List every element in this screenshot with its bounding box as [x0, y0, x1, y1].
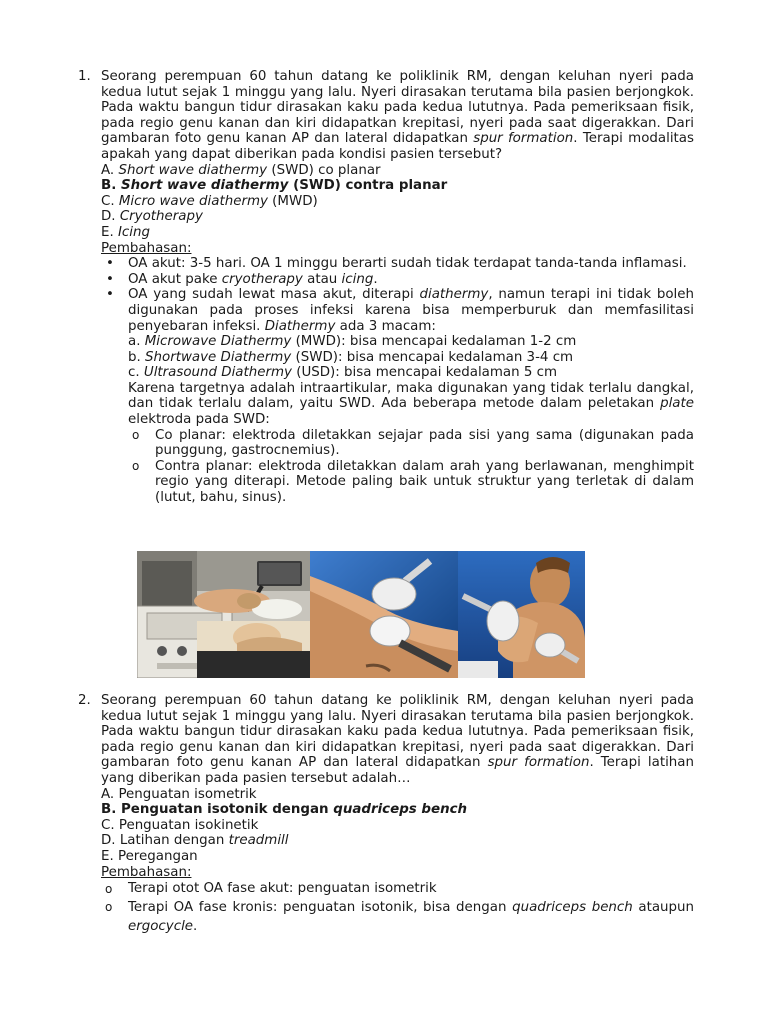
option-e [101, 225, 694, 241]
question-body [101, 693, 694, 936]
text-segment: c. [128, 365, 144, 381]
swd-explanation [128, 381, 694, 428]
knee-electrode-photo [310, 551, 458, 678]
text-segment: E. Peregangan [101, 848, 198, 864]
explanation-text [128, 272, 378, 287]
text-segment: Co planar: elektroda diletakkan sejajar pada sisi yang sama (digunakan pada punggung, gastrocnemius). [155, 427, 694, 459]
text-segment: elektroda pada SWD: [128, 412, 270, 428]
method-text [155, 428, 694, 459]
text-segment: (MWD): bisa mencapai kedalaman 1-2 cm [291, 334, 577, 350]
explanation-list [101, 880, 694, 936]
text-segment: atau [302, 271, 342, 287]
shoulder-treatment-illustration [458, 551, 585, 678]
explanation-item [101, 287, 694, 505]
option-b-correct [101, 802, 694, 818]
pembahasan-heading: Pembahasan: [101, 864, 192, 880]
text-segment: b. [128, 349, 146, 365]
explanation-list [101, 256, 694, 506]
option-c [101, 818, 694, 834]
explanation-text [128, 881, 437, 896]
question-body [101, 69, 694, 506]
text-segment: (SWD): bisa mencapai kedalaman 3-4 cm [291, 349, 574, 365]
diathermy-intro [128, 287, 694, 334]
text-segment: B. [101, 178, 121, 194]
text-segment: Karena targetnya adalah intraartikular, maka digunakan yang tidak terlalu dangkal, dan tidak terlalu dalam, yaitu SWD. Ada beberapa metode dalam peletakan [128, 380, 694, 412]
option-d [101, 833, 694, 849]
italic-term: Ultrasound Diathermy [143, 365, 292, 381]
circle-bullet-icon: o [105, 900, 113, 915]
text-segment: (SWD) co planar [267, 162, 381, 178]
shoulder-treatment-photo [458, 551, 585, 678]
explanation-text [128, 900, 694, 934]
italic-term: cryotherapy [221, 271, 303, 287]
italic-term: Shortwave Diathermy [145, 349, 292, 365]
text-segment: ada 3 macam: [335, 318, 436, 334]
answer-options [101, 787, 694, 865]
text-segment: . [193, 919, 198, 935]
italic-term: diathermy [419, 287, 489, 303]
explanation-item [101, 272, 694, 288]
explanation-item [101, 256, 694, 272]
question-number: 1. [78, 69, 91, 84]
text-segment: C. [101, 193, 119, 209]
text-segment: E. [101, 224, 118, 240]
circle-bullet-icon: o [132, 458, 140, 473]
option-b-correct [101, 178, 694, 194]
bullet-icon: • [106, 256, 114, 272]
text-segment: , namun terapi ini tidak boleh digunakan pada proses infeksi karena bisa memperburuk dan memfasilitasi penyebaran infeksi. [128, 287, 694, 334]
answer-options [101, 163, 694, 241]
text-segment: (USD): bisa mencapai kedalaman 5 cm [291, 365, 558, 381]
italic-term: Short wave diathermy [120, 178, 289, 194]
text-segment: Seorang perempuan 60 tahun datang ke poliklinik RM, dengan keluhan nyeri pada kedua lutut sejak 1 minggu yang lalu. Nyeri dirasakan terutama bila pasien berjongkok. Pada waktu bangun tidur dirasakan kaku pada kedua lututnya. Pada pemeriksaan fisik, pada regio genu kanan dan kiri didapatkan krepitasi, nyeri pada saat digerakkan. Dari gambaran foto genu kanan AP dan lateral didapatkan [101, 693, 694, 771]
text-segment: D. [101, 209, 120, 225]
diathermy-type [128, 365, 694, 381]
pembahasan-heading: Pembahasan: [101, 240, 192, 256]
question-stem [101, 69, 694, 163]
italic-term: Icing [117, 224, 151, 240]
italic-term: ergocycle [128, 919, 194, 935]
method-contra-planar [128, 459, 694, 506]
text-segment: . Terapi latihan yang diberikan pada pasien tersebut adalah… [101, 755, 694, 786]
text-segment: OA yang sudah lewat masa akut, diterapi [128, 287, 420, 303]
question-stem [101, 693, 694, 787]
option-c [101, 194, 694, 210]
text-segment: OA akut pake [128, 271, 222, 287]
text-segment: Contra planar: elektroda diletakkan dalam arah yang berlawanan, menghimpit regio yang diterapi. Metode paling baik untuk struktur yang terletak di dalam (lutut, bahu, sinus). [155, 458, 694, 506]
text-segment: D. Latihan dengan [101, 833, 229, 849]
swd-photo-strip [137, 551, 585, 678]
text-segment: OA akut: 3-5 hari. OA 1 minggu berarti sudah tidak terdapat tanda-tanda inflamasi. [128, 256, 687, 272]
italic-term: icing [341, 271, 374, 287]
text-segment: A. Penguatan isometrik [101, 786, 257, 802]
text-segment: (SWD) contra planar [288, 178, 448, 194]
italic-term: Microwave Diathermy [144, 334, 292, 350]
text-segment: Terapi OA fase kronis: penguatan isotonik, bisa dengan [128, 900, 513, 916]
circle-bullet-icon: o [132, 427, 140, 442]
text-segment: . [373, 271, 378, 287]
swd-machine-illustration [137, 551, 310, 678]
italic-term: treadmill [228, 833, 289, 849]
italic-term: Diathermy [264, 318, 336, 334]
question-number: 2. [78, 693, 91, 708]
italic-term: quadriceps bench [512, 900, 633, 916]
diathermy-type [128, 350, 694, 366]
text-segment: ataupun [632, 900, 695, 916]
option-e [101, 849, 694, 865]
method-text [155, 459, 694, 505]
bullet-icon: • [106, 271, 114, 287]
knee-electrode-illustration [310, 551, 458, 678]
explanation-text [128, 256, 687, 271]
italic-term: Micro wave diathermy [118, 193, 268, 209]
electrode-methods [128, 428, 694, 506]
italic-term: spur formation [473, 131, 574, 147]
option-a [101, 787, 694, 803]
circle-bullet-icon: o [105, 882, 113, 897]
swd-machine-photo [137, 551, 310, 678]
italic-term: Short wave diathermy [118, 162, 268, 178]
text-segment: (MWD) [267, 193, 318, 209]
text-segment: a. [128, 334, 145, 350]
explanation-item [101, 898, 694, 936]
text-segment: . Terapi modalitas apakah yang dapat diberikan pada kondisi pasien tersebut? [101, 131, 694, 162]
option-d [101, 209, 694, 225]
italic-term: plate [660, 396, 694, 412]
text-segment: C. Penguatan isokinetik [101, 817, 259, 833]
italic-term: Cryotherapy [119, 209, 203, 225]
option-a [101, 163, 694, 179]
text-segment: Terapi otot OA fase akut: penguatan isometrik [128, 881, 437, 897]
explanation-item [101, 880, 694, 898]
italic-term: quadriceps bench [333, 802, 468, 818]
text-segment: B. Penguatan isotonik dengan [101, 802, 334, 818]
text-segment: A. [101, 162, 119, 178]
diathermy-type [128, 334, 694, 350]
method-co-planar [128, 428, 694, 459]
bullet-icon: • [106, 287, 114, 303]
text-segment: Seorang perempuan 60 tahun datang ke poliklinik RM, dengan keluhan nyeri pada kedua lutut sejak 1 minggu yang lalu. Nyeri dirasakan terutama bila pasien berjongkok. Pada waktu bangun tidur dirasakan kaku pada kedua lututnya. Pada pemeriksaan fisik, pada regio genu kanan dan kiri didapatkan krepitasi, nyeri pada saat digerakkan. Dari gambaran foto genu kanan AP dan lateral didapatkan [101, 69, 694, 147]
italic-term: spur formation [487, 755, 590, 771]
